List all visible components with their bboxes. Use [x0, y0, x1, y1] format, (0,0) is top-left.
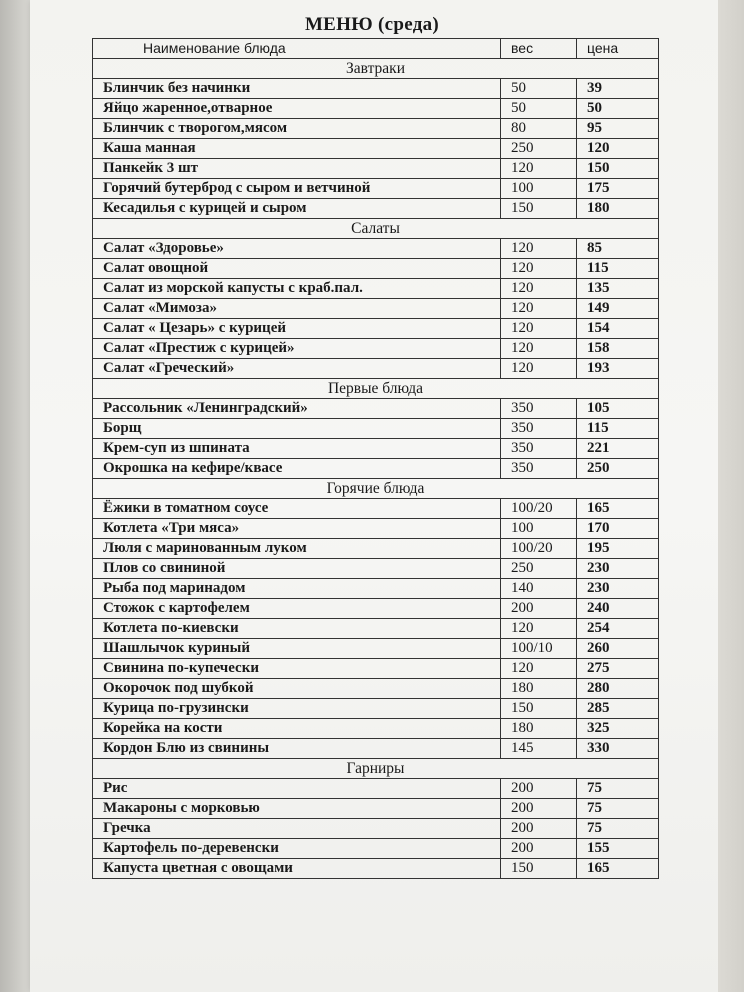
dish-name: Рыба под маринадом — [93, 579, 501, 599]
dish-weight: 150 — [501, 859, 577, 879]
dish-name: Свинина по-купечески — [93, 659, 501, 679]
menu-item-row — [93, 259, 659, 279]
menu-item-row — [93, 559, 659, 579]
dish-weight: 50 — [501, 99, 577, 119]
dish-price: 75 — [577, 779, 659, 799]
dish-name: Стожок с картофелем — [93, 599, 501, 619]
dish-weight: 200 — [501, 839, 577, 859]
dish-name: Люля с маринованным луком — [93, 539, 501, 559]
dish-price: 150 — [577, 159, 659, 179]
menu-item-row — [93, 319, 659, 339]
dish-weight: 50 — [501, 79, 577, 99]
dish-name: Панкейк 3 шт — [93, 159, 501, 179]
dish-name: Салат «Греческий» — [93, 359, 501, 379]
menu-item-row — [93, 859, 659, 879]
menu-item-row — [93, 299, 659, 319]
menu-item-row — [93, 139, 659, 159]
dish-name: Салат «Мимоза» — [93, 299, 501, 319]
dish-weight: 150 — [501, 199, 577, 219]
dish-name: Борщ — [93, 419, 501, 439]
dish-price: 170 — [577, 519, 659, 539]
menu-item-row — [93, 739, 659, 759]
dish-name: Блинчик без начинки — [93, 79, 501, 99]
menu-table — [92, 38, 659, 879]
menu-item-row — [93, 199, 659, 219]
dish-name: Корейка на кости — [93, 719, 501, 739]
dish-weight: 120 — [501, 659, 577, 679]
section-header-row — [93, 59, 659, 79]
dish-name: Гречка — [93, 819, 501, 839]
menu-item-row — [93, 439, 659, 459]
dish-price: 120 — [577, 139, 659, 159]
menu-item-row — [93, 239, 659, 259]
dish-weight: 350 — [501, 399, 577, 419]
section-title: Гарниры — [93, 759, 659, 779]
dish-weight: 145 — [501, 739, 577, 759]
dish-weight: 150 — [501, 699, 577, 719]
dish-name: Котлета по-киевски — [93, 619, 501, 639]
menu-item-row — [93, 579, 659, 599]
dish-weight: 180 — [501, 719, 577, 739]
dish-name: Яйцо жаренное,отварное — [93, 99, 501, 119]
section-header-row — [93, 379, 659, 399]
dish-price: 165 — [577, 499, 659, 519]
menu-item-row — [93, 699, 659, 719]
dish-price: 154 — [577, 319, 659, 339]
dish-price: 260 — [577, 639, 659, 659]
dish-price: 175 — [577, 179, 659, 199]
menu-item-row — [93, 819, 659, 839]
dish-weight: 200 — [501, 779, 577, 799]
dish-weight: 100/20 — [501, 539, 577, 559]
dish-name: Курица по-грузински — [93, 699, 501, 719]
dish-name: Блинчик с творогом,мясом — [93, 119, 501, 139]
dish-weight: 120 — [501, 259, 577, 279]
dish-price: 325 — [577, 719, 659, 739]
dish-weight: 250 — [501, 139, 577, 159]
dish-price: 230 — [577, 559, 659, 579]
dish-price: 50 — [577, 99, 659, 119]
dish-weight: 120 — [501, 239, 577, 259]
dish-name: Макароны с морковью — [93, 799, 501, 819]
menu-item-row — [93, 279, 659, 299]
dish-name: Котлета «Три мяса» — [93, 519, 501, 539]
dish-weight: 100/10 — [501, 639, 577, 659]
menu-item-row — [93, 719, 659, 739]
dish-name: Рассольник «Ленинградский» — [93, 399, 501, 419]
dish-price: 250 — [577, 459, 659, 479]
menu-item-row — [93, 419, 659, 439]
section-title: Горячие блюда — [93, 479, 659, 499]
menu-item-row — [93, 799, 659, 819]
menu-item-row — [93, 459, 659, 479]
dish-price: 193 — [577, 359, 659, 379]
dish-name: Салат из морской капусты с краб.пал. — [93, 279, 501, 299]
dish-weight: 250 — [501, 559, 577, 579]
menu-item-row — [93, 539, 659, 559]
dish-name: Каша манная — [93, 139, 501, 159]
section-header-row — [93, 759, 659, 779]
section-title: Салаты — [93, 219, 659, 239]
dish-weight: 120 — [501, 619, 577, 639]
dish-price: 158 — [577, 339, 659, 359]
dish-name: Салат «Здоровье» — [93, 239, 501, 259]
dish-weight: 350 — [501, 439, 577, 459]
dish-name: Салат овощной — [93, 259, 501, 279]
dish-price: 280 — [577, 679, 659, 699]
table-header-row — [93, 39, 659, 59]
header-price: цена — [577, 39, 659, 59]
sheet-edge — [718, 0, 744, 992]
dish-price: 285 — [577, 699, 659, 719]
dish-weight: 120 — [501, 339, 577, 359]
dish-name: Картофель по-деревенски — [93, 839, 501, 859]
dish-weight: 200 — [501, 599, 577, 619]
menu-item-row — [93, 159, 659, 179]
dish-weight: 200 — [501, 799, 577, 819]
dish-weight: 100 — [501, 179, 577, 199]
dish-name: Окорочок под шубкой — [93, 679, 501, 699]
dish-price: 240 — [577, 599, 659, 619]
dish-weight: 120 — [501, 159, 577, 179]
dish-price: 195 — [577, 539, 659, 559]
menu-item-row — [93, 679, 659, 699]
section-title: Первые блюда — [93, 379, 659, 399]
dish-price: 75 — [577, 819, 659, 839]
menu-item-row — [93, 99, 659, 119]
dish-price: 180 — [577, 199, 659, 219]
menu-item-row — [93, 639, 659, 659]
dish-price: 39 — [577, 79, 659, 99]
dish-price: 221 — [577, 439, 659, 459]
menu-title: МЕНЮ (среда) — [304, 14, 440, 35]
dish-price: 115 — [577, 259, 659, 279]
menu-item-row — [93, 119, 659, 139]
dish-weight: 120 — [501, 319, 577, 339]
dish-weight: 120 — [501, 359, 577, 379]
header-name: Наименование блюда — [93, 39, 501, 59]
dish-name: Кордон Блю из свинины — [93, 739, 501, 759]
dish-price: 95 — [577, 119, 659, 139]
menu-item-row — [93, 839, 659, 859]
menu-item-row — [93, 359, 659, 379]
dish-price: 155 — [577, 839, 659, 859]
dish-name: Кесадилья с курицей и сыром — [93, 199, 501, 219]
dish-name: Шашлычок куриный — [93, 639, 501, 659]
dish-price: 75 — [577, 799, 659, 819]
menu-item-row — [93, 79, 659, 99]
dish-weight: 180 — [501, 679, 577, 699]
dish-name: Рис — [93, 779, 501, 799]
dish-weight: 350 — [501, 459, 577, 479]
dish-weight: 100 — [501, 519, 577, 539]
dish-name: Горячий бутерброд с сыром и ветчиной — [93, 179, 501, 199]
dish-price: 115 — [577, 419, 659, 439]
menu-item-row — [93, 399, 659, 419]
menu-item-row — [93, 519, 659, 539]
dish-price: 105 — [577, 399, 659, 419]
dish-weight: 100/20 — [501, 499, 577, 519]
dish-price: 135 — [577, 279, 659, 299]
dish-name: Салат «Престиж с курицей» — [93, 339, 501, 359]
dish-name: Салат « Цезарь» с курицей — [93, 319, 501, 339]
dish-weight: 120 — [501, 299, 577, 319]
dish-weight: 120 — [501, 279, 577, 299]
dish-price: 275 — [577, 659, 659, 679]
dish-price: 85 — [577, 239, 659, 259]
menu-item-row — [93, 619, 659, 639]
dish-weight: 80 — [501, 119, 577, 139]
menu-item-row — [93, 499, 659, 519]
dish-name: Ёжики в томатном соусе — [93, 499, 501, 519]
dish-price: 165 — [577, 859, 659, 879]
menu-item-row — [93, 179, 659, 199]
menu-item-row — [93, 659, 659, 679]
section-header-row — [93, 479, 659, 499]
dish-price: 254 — [577, 619, 659, 639]
dish-weight: 350 — [501, 419, 577, 439]
dish-name: Крем-суп из шпината — [93, 439, 501, 459]
dish-price: 230 — [577, 579, 659, 599]
section-title: Завтраки — [93, 59, 659, 79]
dish-name: Плов со свининой — [93, 559, 501, 579]
menu-item-row — [93, 339, 659, 359]
dish-price: 149 — [577, 299, 659, 319]
dish-price: 330 — [577, 739, 659, 759]
header-weight: вес — [501, 39, 577, 59]
dish-name: Окрошка на кефире/квасе — [93, 459, 501, 479]
menu-item-row — [93, 599, 659, 619]
dish-weight: 200 — [501, 819, 577, 839]
dish-name: Капуста цветная с овощами — [93, 859, 501, 879]
menu-item-row — [93, 779, 659, 799]
dish-weight: 140 — [501, 579, 577, 599]
section-header-row — [93, 219, 659, 239]
